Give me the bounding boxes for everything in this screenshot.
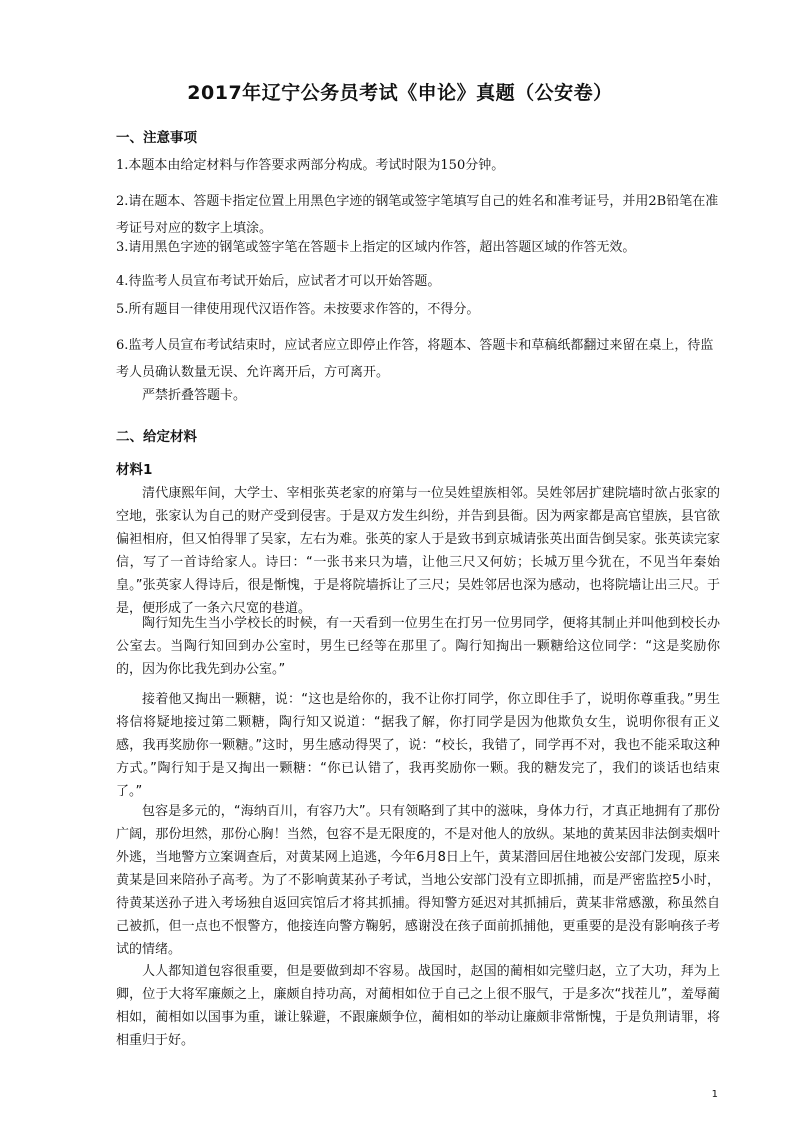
notice-item-7: 严禁折叠答题卡。 — [142, 388, 247, 403]
notice-item-2: 2.请在题本、答题卡指定位置上用黑色字迹的钢笔或签字笔填写自己的姓名和准考证号，并用2B铅笔在准考证号对应的数字上填涂。 — [116, 194, 719, 236]
section-heading-materials: 二、给定材料 — [116, 429, 197, 445]
document-title: 2017年辽宁公务员考试《申论》真题（公安卷） — [187, 82, 613, 104]
notice-item-5: 5.所有题目一律使用现代汉语作答。未按要求作答的，不得分。 — [116, 302, 480, 317]
notice-item-3: 3.请用黑色字迹的钢笔或签字笔在答题卡上指定的区域内作答，超出答题区域的作答无效。 — [116, 240, 636, 255]
notice-item-1: 1.本题本由给定材料与作答要求两部分构成。考试时限为150分钟。 — [116, 158, 505, 173]
page-number: 1 — [711, 1089, 718, 1100]
section-heading-notices: 一、注意事项 — [116, 130, 197, 146]
material-paragraph-2: 陶行知先生当小学校长的时候，有一天看到一位男生在打另一位男同学，便将其制止并叫他到校长办公室去。当陶行知回到办公室时，男生已经等在那里了。陶行知掏出一颗糖给这位同学：“这是奖励你的，因为你比我先到办公室。” — [116, 616, 720, 677]
notice-item-6: 6.监考人员宣布考试结束时，应试者应立即停止作答，将题本、答题卡和草稿纸都翻过来留在桌上，待监考人员确认数量无误、允许离开后，方可离开。 — [116, 338, 714, 380]
notice-item-4: 4.待监考人员宣布考试开始后，应试者才可以开始答题。 — [116, 274, 441, 289]
material-paragraph-4: 包容是多元的，“海纳百川，有容乃大”。只有领略到了其中的滋味，身体力行，才真正地拥有了那份广阔，那份坦然，那份心胸！当然，包容不是无限度的，不是对他人的放纵。某地的黄某因非法倒卖烟叶外逃，当地警方立案调查后，对黄某网上追逃，今年6月8日上午，黄某潜回居住地被公安部门发现，原来黄某是回来陪孙子高考。为了不影响黄某孙子考试，当地公安部门没有立即抓捕，而是严密监控5小时，待黄某送孙子进入考场独自返回宾馆后才将其抓捕。得知警方延迟对其抓捕后，黄某非常感激，称虽然自己被抓，但一点也不恨警方，他接连向警方鞠躬，感谢没在孩子面前抓捕他，更重要的是没有影响孩子考试的情绪。 — [116, 804, 720, 957]
material-label: 材料1 — [116, 462, 153, 478]
material-paragraph-1: 清代康熙年间，大学士、宰相张英老家的府第与一位吴姓望族相邻。吴姓邻居扩建院墙时欲占张家的空地，张家认为自己的财产受到侵害。于是双方发生纠纷，并告到县衙。因为两家都是高官望族，县官欲偏袒相府，但又怕得罪了吴家，左右为难。张英的家人于是致书到京城请张英出面告倒吴家。张英读完家信，写了一首诗给家人。诗曰：“一张书来只为墙，让他三尺又何妨；长城万里今犹在，不见当年秦始皇。”张英家人得诗后，很是惭愧，于是将院墙拆让了三尺；吴姓邻居也深为感动，也将院墙让出三尺。于是，便形成了一条六尺宽的巷道。 — [116, 486, 720, 616]
material-paragraph-3: 接着他又掏出一颗糖，说：“这也是给你的，我不让你打同学，你立即住手了，说明你尊重我。”男生将信将疑地接过第二颗糖，陶行知又说道：“据我了解，你打同学是因为他欺负女生，说明你很有正义感，我再奖励你一颗糖。”这时，男生感动得哭了，说：“校长，我错了，同学再不对，我也不能采取这种方式。”陶行知于是又掏出一颗糖：“你已认错了，我再奖励你一颗。我的糖发完了，我们的谈话也结束了。” — [116, 692, 720, 799]
material-paragraph-5: 人人都知道包容很重要，但是要做到却不容易。战国时，赵国的蔺相如完璧归赵，立了大功，拜为上卿，位于大将军廉颇之上，廉颇自持功高，对蔺相如位于自己之上很不服气，于是多次“找茬儿”，羞辱蔺相如，蔺相如以国事为重，谦让躲避，不跟廉颇争位，蔺相如的举动让廉颇非常惭愧，于是负荆请罪，将相重归于好。 — [116, 964, 720, 1048]
